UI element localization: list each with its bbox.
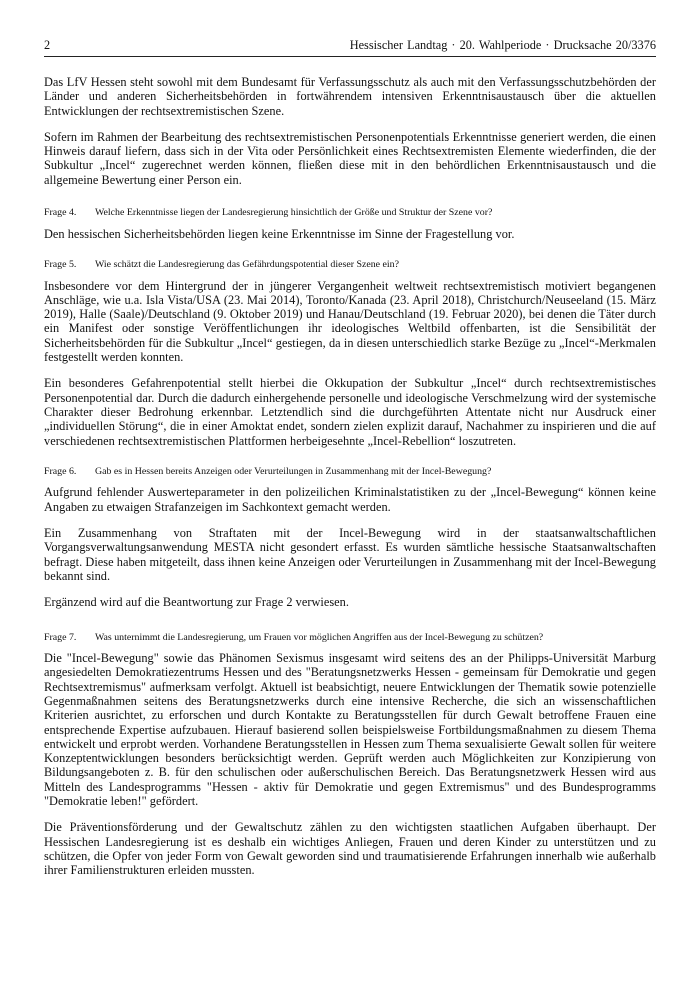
answer-6-paragraph-3: Ergänzend wird auf die Beantwortung zur Frage 2 verwiesen.: [44, 595, 349, 610]
publication-reference: Hessischer Landtag · 20. Wahlperiode · Drucksache 20/3376: [349, 38, 656, 52]
question-6: [44, 466, 656, 478]
question-7-label: Frage 7.: [44, 631, 77, 643]
question-4-label: Frage 4.: [44, 207, 77, 219]
question-5-label: Frage 5.: [44, 258, 77, 270]
answer-5-paragraph-2: Ein besonderes Gefahrenpotential stellt hierbei die Okkupation der Subkultur „Incel“ durch rechtsextremistisches Personenpotential dar. Durch die dadurch einhergehende personelle und ideologische Verschmelzung wird der systemische Charakter dieser Bedrohung erkennbar. Letztendlich sind die durchgeführten Attentate nicht nur Ausdruck einer „individuellen Störung“, die in einer Amoktat endet, sondern zielen explizit darauf, Nachahmer zu inspirieren und die auf verschiedenen rechtsextremistischen Plattformen herbeigesehnte „Incel-Rebellion“ loszutreten.: [44, 376, 656, 448]
answer-6-paragraph-2: Ein Zusammenhang von Straftaten mit der Incel-Bewegung wird in der staatsanwaltschaftlichen Vorgangsverwaltungsanwendung MESTA nicht gesondert erfasst. Es wurden sämtliche hessische Staatsanwaltschaften befragt. Diese haben mitgeteilt, dass ihnen keine Anzeigen oder Verurteilungen in Zusammenhang mit der Incel-Bewegung bekannt sind.: [44, 526, 656, 583]
answer-7-paragraph-1: Die "Incel-Bewegung" sowie das Phänomen Sexismus insgesamt wird seitens des an der Philipps-Universität Marburg angesiedelten Demokratiezentrums Hessen und des "Beratungsnetzwerks Hessen - gemeinsam für Demokratie und gegen Rechtsextremismus" aufmerksam verfolgt. Aktuell ist beabsichtigt, neuere Entwicklungen der Thematik sowie potenzielle Gegenmaßnahmen seitens des Beratungsnetzwerks durch eine intensive Recherche, die sich an wissenschaftlichen Kriterien ausrichtet, zu erforschen und durch Kontakte zu Beratungsstellen für durch Gewalt betroffene Frauen eine entsprechende Expertise aufzubauen. Hierauf basierend sollen beispielsweise Fortbildungsmaßnahmen zu diesem Thema entwickelt und erprobt werden. Vorhandene Beratungsstellen in Hessen zum Thema sexualisierte Gewalt sollen für weitere Konzeptentwicklungen besonders berücksichtigt werden. Geprüft werden auch Möglichkeiten zur Konzipierung von Bildungsangeboten z. B. für den schulischen oder außerschulischen Bereich. Das Beratungsnetzwerk Hessen wird aus Mitteln des Landesprogramms "Hessen - aktiv für Demokratie und gegen Extremismus" und des Bundesprogramms "Demokratie leben!" gefördert.: [44, 651, 656, 809]
question-6-text: Gab es in Hessen bereits Anzeigen oder Verurteilungen in Zusammenhang mit der Incel-Bewegung?: [95, 465, 492, 477]
question-7-text: Was unternimmt die Landesregierung, um Frauen vor möglichen Angriffen aus der Incel-Bewegung zu schützen?: [95, 631, 544, 643]
page-number: 2: [44, 38, 51, 52]
page-header: [44, 38, 656, 57]
answer-4-paragraph-1: Den hessischen Sicherheitsbehörden liegen keine Erkenntnisse im Sinne der Fragestellung vor.: [44, 226, 515, 241]
question-7: [44, 632, 656, 644]
question-6-label: Frage 6.: [44, 465, 77, 477]
intro-paragraph-2: Sofern im Rahmen der Bearbeitung des rechtsextremistischen Personenpotentials Erkenntnisse generiert werden, die einen Hinweis darauf liefern, dass sich in der Vita oder Persönlichkeit eines Rechtsextremisten Elemente wiederfinden, die der Subkultur „Incel“ zugerechnet werden können, fließen diese mit in den behördlichen Erkenntnisaustausch und die allgemeine Bewertung einer Person ein.: [44, 129, 656, 187]
question-5-text: Wie schätzt die Landesregierung das Gefährdungspotential dieser Szene ein?: [95, 258, 399, 270]
answer-6-paragraph-1: Aufgrund fehlender Auswerteparameter in den polizeilichen Kriminalstatistiken zu der „Incel-Bewegung“ können keine Angaben zu etwaigen Strafanzeigen im Sachkontext gemacht werden.: [44, 485, 656, 514]
question-4-text: Welche Erkenntnisse liegen der Landesregierung hinsichtlich der Größe und Struktur der Szene vor?: [95, 207, 493, 219]
answer-5-paragraph-1: Insbesondere vor dem Hintergrund der in jüngerer Vergangenheit weltweit rechtsextremistisch motiviert begangenen Anschläge, wie u.a. Isla Vista/USA (23. Mai 2014), Toronto/Kanada (23. April 2018), Christchurch/Neuseeland (15. März 2019), Halle (Saale)/Deutschland (9. Oktober 2019) und Hanau/Deutschland (19. Februar 2020), bei denen die Täter durch ein Manifest oder sonstige Veröffentlichungen ihr ideologisches Weltbild offenbarten, ist die Sensibilität der Sicherheitsbehörden für die Subkultur „Incel“ gestiegen, da in diesen unterschiedlich starke Bezüge zu „Incel“-Merkmalen festgestellt werden konnten.: [44, 278, 656, 365]
question-4: [44, 207, 656, 219]
intro-paragraph-1: Das LfV Hessen steht sowohl mit dem Bundesamt für Verfassungsschutz als auch mit den Verfassungsschutzbehörden der Länder und anderen Sicherheitsbehörden in fortwährendem intensiven Erkenntnisaustausch über die aktuellen Entwicklungen der rechtsextremistischen Szene.: [44, 75, 656, 118]
document-page: [44, 38, 656, 890]
answer-7-paragraph-2: Die Präventionsförderung und der Gewaltschutz zählen zu den wichtigsten staatlichen Aufgaben überhaupt. Der Hessischen Landesregierung ist es deshalb ein wichtiges Anliegen, Frauen und deren Kinder zu unterstützen und zu schützen, die Opfer von jeder Form von Gewalt geworden sind und traumatisierende Erfahrungen innerhalb wie außerhalb ihrer Familienstrukturen erleiden mussten.: [44, 820, 656, 878]
question-5: [44, 259, 656, 271]
